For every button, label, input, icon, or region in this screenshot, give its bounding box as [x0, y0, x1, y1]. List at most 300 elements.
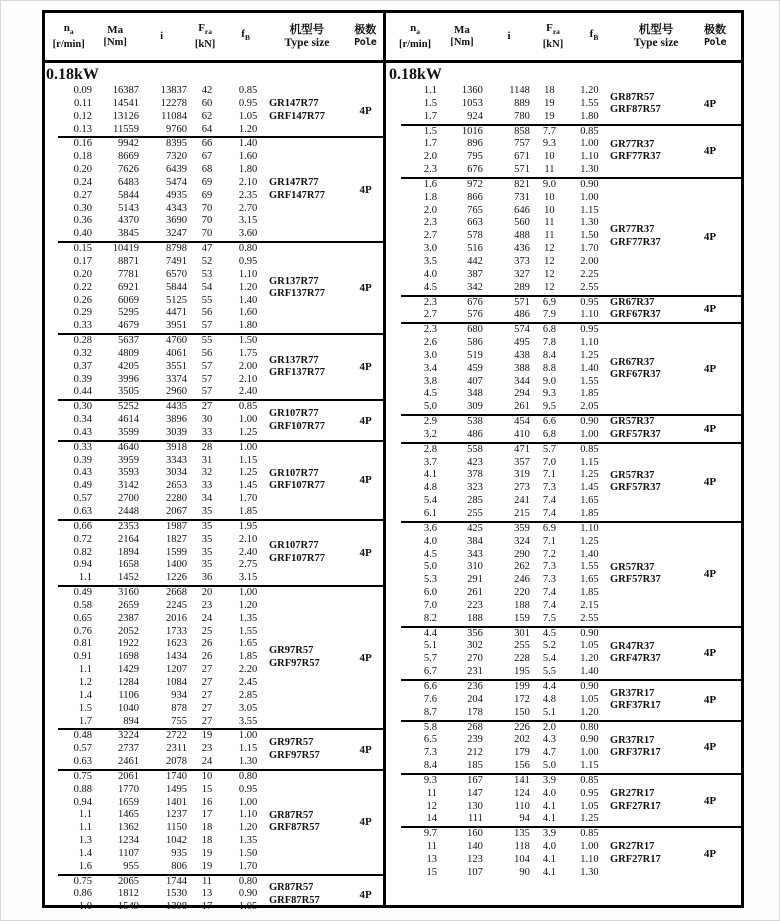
data-row: [386, 429, 610, 442]
i-value: 261: [514, 401, 530, 413]
i-value: 438: [514, 349, 530, 361]
ma-value: 1106: [118, 689, 139, 701]
fb-value: 0.90: [580, 416, 599, 428]
type-size-models: [610, 470, 692, 495]
na-value: 4.5: [423, 548, 437, 560]
fb-value: 1.55: [580, 375, 599, 387]
ma-value: 239: [467, 734, 483, 746]
ma-value: 1040: [118, 702, 139, 714]
i-value: 220: [514, 587, 530, 599]
na-value: 0.30: [73, 401, 92, 413]
i-value: 3690: [166, 215, 187, 227]
na-value: 0.20: [73, 164, 92, 176]
gear-ratio-block: [386, 297, 741, 323]
model-name: GRF67R37: [610, 309, 661, 321]
ma-value: 795: [467, 151, 483, 163]
pole-value: 4P: [359, 651, 372, 664]
ma-value: 285: [467, 495, 483, 507]
data-row: [386, 85, 610, 98]
block-rows: [386, 85, 610, 124]
na-value: 5.3: [423, 574, 437, 586]
fb-value: 1.85: [238, 506, 258, 517]
ma-value: 231: [467, 666, 483, 678]
fb-value: 1.50: [238, 847, 258, 859]
ma-value: 255: [467, 508, 483, 519]
model-name: GRF27R17: [610, 853, 661, 865]
model-name: GRF77R37: [610, 236, 661, 248]
ma-value: 1922: [118, 638, 139, 650]
fb-value: 1.95: [238, 520, 258, 532]
model-name: GRF137R77: [269, 367, 325, 379]
ma-value: 160: [467, 828, 483, 840]
fra-value: 27: [201, 689, 213, 701]
data-row: [45, 480, 269, 493]
fb-value: 2.45: [238, 676, 258, 688]
fra-value: 27: [201, 664, 213, 676]
i-value: 1495: [166, 783, 187, 795]
ma-value: 167: [467, 774, 483, 786]
fb-value: 1.00: [580, 138, 599, 150]
ma-value: 578: [467, 230, 483, 242]
fra-value: 3.9: [542, 774, 556, 786]
na-value: 5.7: [423, 653, 437, 665]
type-size-models: [610, 735, 692, 760]
table-left-half: [45, 13, 386, 913]
i-value: 327: [514, 268, 530, 280]
i-value: 571: [514, 164, 530, 176]
type-size-models: [610, 224, 692, 249]
fb-value: 1.75: [238, 347, 258, 359]
na-value: 0.43: [73, 467, 92, 479]
na-value: 0.63: [73, 506, 92, 517]
fra-value: 32: [201, 467, 213, 479]
data-row: [386, 205, 610, 218]
i-value: 780: [514, 110, 530, 122]
i-value: 90: [519, 866, 530, 878]
i-value: 135: [514, 828, 530, 840]
i-value: 202: [514, 734, 530, 746]
i-value: 3039: [166, 426, 187, 438]
data-row: [45, 506, 269, 519]
fb-value: 1.00: [238, 441, 258, 453]
data-row: [386, 376, 610, 389]
i-value: 159: [514, 612, 530, 624]
i-value: 3896: [166, 414, 187, 426]
fra-value: 2.0: [542, 721, 556, 733]
ma-value: 3160: [118, 587, 139, 599]
fra-value: 5.0: [542, 760, 556, 772]
ma-value: 2065: [118, 875, 139, 887]
fb-value: 1.80: [238, 164, 258, 176]
i-value: 878: [171, 702, 187, 714]
i-value: 7320: [166, 151, 187, 163]
data-row: [45, 401, 269, 414]
data-row: [45, 547, 269, 560]
model-name: GR27R17: [610, 788, 655, 800]
ma-value: 5252: [118, 401, 139, 413]
data-row: [386, 628, 610, 641]
type-size-models: [610, 788, 692, 813]
fb-value: 1.35: [238, 835, 258, 847]
fra-value: 5.5: [542, 666, 556, 678]
na-value: 3.6: [423, 522, 437, 534]
na-value: 5.8: [423, 721, 437, 733]
na-value: 0.65: [73, 612, 92, 624]
data-row: [386, 337, 610, 350]
col-header-ma: Ma [Nm]: [450, 24, 474, 48]
i-value: 1987: [166, 520, 187, 532]
ma-value: 7626: [118, 164, 139, 176]
na-value: 2.3: [423, 164, 437, 176]
data-row: [386, 217, 610, 230]
data-row: [45, 307, 269, 320]
na-value: 0.75: [73, 875, 92, 887]
ma-value: 1659: [118, 796, 139, 808]
pole-value: 4P: [359, 183, 372, 196]
model-name: GR107R77: [269, 467, 319, 479]
pole-value: 4P: [703, 303, 717, 316]
i-value: 821: [514, 178, 530, 190]
data-row: [386, 523, 610, 536]
data-row: [45, 756, 269, 769]
i-value: 1308: [166, 901, 187, 913]
fra-value: 34: [201, 493, 213, 505]
na-value: 4.8: [423, 482, 437, 494]
type-size-models: [269, 177, 348, 202]
i-value: 2245: [166, 599, 187, 611]
i-value: 7491: [166, 255, 187, 267]
i-value: 13837: [160, 85, 187, 96]
i-value: 436: [514, 243, 530, 255]
ma-value: 5844: [118, 189, 139, 201]
col-header-type-size: 机型号 Type size: [633, 24, 679, 49]
fb-value: 1.00: [580, 841, 599, 853]
fb-value: 1.55: [238, 625, 258, 637]
na-value: 1.7: [423, 138, 437, 150]
block-rows: [386, 444, 610, 521]
i-value: 273: [514, 482, 530, 494]
model-name: GR57R37: [610, 561, 655, 573]
i-value: 294: [514, 388, 530, 400]
ma-value: 955: [123, 860, 139, 872]
block-rows: [45, 521, 269, 585]
na-value: 0.49: [73, 480, 92, 492]
type-size-models: [610, 139, 692, 164]
fra-value: 9.0: [542, 178, 556, 190]
fra-value: 4.0: [542, 841, 556, 853]
model-name: GRF57R37: [610, 482, 661, 494]
ma-value: 680: [467, 324, 483, 336]
fb-value: 1.00: [580, 747, 599, 759]
fb-value: 2.40: [238, 386, 258, 398]
gear-ratio-block: [45, 442, 383, 519]
fra-value: 4.1: [542, 853, 556, 865]
i-value: 2016: [166, 612, 187, 624]
ma-value: 16387: [112, 85, 139, 96]
fb-value: 1.20: [238, 599, 258, 611]
ma-value: 14541: [112, 97, 139, 109]
i-value: 1623: [166, 638, 187, 650]
type-size-models: [269, 276, 348, 301]
na-value: 1.4: [78, 689, 92, 701]
data-row: [45, 374, 269, 387]
data-row: [45, 295, 269, 308]
i-value: 1827: [166, 533, 187, 545]
na-value: 1.1: [423, 85, 437, 96]
ma-value: 10419: [112, 243, 139, 255]
pole-value: 4P: [359, 361, 372, 374]
fra-value: 26: [201, 651, 213, 663]
data-row: [45, 151, 269, 164]
ma-value: 185: [467, 760, 483, 772]
ma-value: 6921: [118, 281, 139, 293]
type-size-models: [610, 641, 692, 666]
fra-value: 67: [201, 151, 213, 163]
na-value: 4.4: [423, 627, 437, 639]
na-value: 8.4: [423, 760, 437, 772]
data-row: [386, 457, 610, 470]
data-row: [45, 203, 269, 216]
gear-ratio-block: [386, 179, 741, 295]
i-value: 3918: [166, 441, 187, 453]
data-row: [45, 690, 269, 703]
na-value: 3.5: [423, 255, 437, 267]
fb-value: 0.85: [238, 85, 258, 96]
ma-value: 261: [467, 587, 483, 599]
i-value: 3951: [166, 320, 187, 332]
fb-value: 1.25: [580, 349, 599, 361]
fb-value: 3.55: [238, 715, 258, 727]
na-value: 6.5: [423, 734, 437, 746]
ma-value: 2737: [118, 743, 139, 755]
fra-value: 5.4: [542, 653, 556, 665]
i-value: 4471: [166, 307, 187, 319]
ma-value: 4614: [118, 414, 139, 426]
i-value: 1733: [166, 625, 187, 637]
data-row: [45, 848, 269, 861]
data-row: [45, 124, 269, 137]
ma-value: 8871: [118, 255, 139, 267]
fra-value: 9.3: [542, 388, 556, 400]
na-value: 3.4: [423, 362, 437, 374]
fra-value: 18: [201, 835, 213, 847]
na-value: 0.12: [73, 110, 92, 122]
gear-ratio-block: [386, 85, 741, 124]
fra-value: 62: [201, 110, 213, 122]
ma-value: 676: [467, 296, 483, 308]
i-value: 94: [519, 813, 530, 825]
ma-value: 356: [467, 627, 483, 639]
ma-value: 924: [467, 110, 483, 122]
type-size-models: [269, 98, 348, 123]
block-rows: [45, 138, 269, 241]
data-row: [386, 111, 610, 124]
na-value: 0.43: [73, 426, 92, 438]
fb-value: 2.05: [580, 401, 599, 413]
na-value: 6.7: [423, 666, 437, 678]
ma-value: 5637: [118, 335, 139, 347]
fra-value: 27: [201, 715, 213, 727]
data-row: [45, 455, 269, 468]
model-name: GRF147R77: [269, 110, 325, 122]
i-value: 571: [514, 296, 530, 308]
gear-ratio-block: [45, 876, 383, 915]
data-row: [386, 179, 610, 192]
fb-value: 1.65: [580, 495, 599, 507]
na-value: 1.7: [423, 110, 437, 122]
ma-value: 140: [467, 841, 483, 853]
i-value: 495: [514, 337, 530, 349]
model-name: GR57R37: [610, 469, 655, 481]
fb-value: 1.05: [580, 800, 599, 812]
na-value: 5.0: [423, 561, 437, 573]
fra-value: 12: [544, 255, 555, 267]
pole-value: 4P: [703, 647, 717, 660]
data-row: [386, 760, 610, 773]
fb-value: 3.05: [238, 702, 258, 714]
na-value: 0.28: [73, 335, 92, 347]
i-value: 262: [514, 561, 530, 573]
type-size-models: [610, 297, 692, 322]
col-header-na: $n_a$ [r/min]: [398, 21, 432, 50]
data-row: [386, 867, 610, 880]
table-right-half: [386, 13, 741, 905]
ma-value: 459: [467, 362, 483, 374]
i-value: 4435: [166, 401, 187, 413]
model-name: GR107R77: [269, 540, 319, 552]
i-value: 1740: [166, 770, 187, 782]
na-value: 0.81: [73, 638, 92, 650]
fb-value: 1.10: [580, 522, 599, 534]
fra-value: 57: [201, 320, 213, 332]
na-value: 4.5: [423, 388, 437, 400]
ma-value: 223: [467, 599, 483, 611]
i-value: 574: [514, 324, 530, 336]
data-row: [45, 835, 269, 848]
ma-value: 343: [467, 548, 483, 560]
fb-value: 0.90: [580, 627, 599, 639]
fb-value: 1.80: [238, 320, 258, 332]
fra-value: 5.1: [542, 706, 556, 718]
fb-value: 0.90: [580, 734, 599, 746]
ma-value: 586: [467, 337, 483, 349]
na-value: 2.0: [423, 151, 437, 163]
i-value: 5125: [166, 294, 187, 306]
ma-value: 5143: [118, 202, 139, 214]
i-value: 289: [514, 281, 530, 293]
fb-value: 1.05: [580, 640, 599, 652]
na-value: 0.13: [73, 123, 92, 135]
fra-value: 19: [544, 110, 555, 122]
data-row: [386, 707, 610, 720]
fra-value: 68: [201, 164, 213, 176]
data-row: [45, 888, 269, 901]
fra-value: 3.9: [542, 828, 556, 840]
fra-value: 69: [201, 189, 213, 201]
fra-value: 31: [201, 454, 213, 466]
na-value: 4.0: [423, 268, 437, 280]
data-row: [386, 841, 610, 854]
na-value: 11: [426, 787, 437, 799]
fb-value: 1.85: [238, 651, 258, 663]
col-header-i: i: [507, 30, 511, 43]
ma-value: 1016: [461, 125, 483, 137]
data-row: [386, 138, 610, 151]
na-value: 0.39: [73, 454, 92, 466]
fra-value: 64: [201, 123, 213, 135]
na-value: 0.39: [73, 373, 92, 385]
table-header-row: [386, 13, 741, 63]
model-name: GRF107R77: [269, 420, 325, 432]
fra-value: 54: [201, 281, 213, 293]
fb-value: 0.90: [580, 178, 599, 190]
fb-value: 1.20: [580, 653, 599, 665]
fb-value: 1.10: [580, 151, 599, 163]
fb-value: 1.00: [580, 191, 599, 203]
i-value: 290: [514, 548, 530, 560]
i-value: 156: [514, 760, 530, 772]
col-header-fra: $F_{ra}$ [kN]: [542, 21, 564, 50]
na-value: 5.1: [423, 640, 437, 652]
i-value: 12278: [160, 97, 187, 109]
i-value: 1084: [166, 676, 187, 688]
i-value: 228: [514, 653, 530, 665]
pole-value: 4P: [703, 568, 717, 581]
gear-ratio-block: [386, 775, 741, 826]
na-value: 3.0: [423, 243, 437, 255]
ma-value: 2461: [118, 756, 139, 768]
i-value: 1226: [166, 572, 187, 584]
na-value: 0.49: [73, 587, 92, 599]
i-value: 6570: [166, 268, 187, 280]
i-value: 11084: [161, 110, 187, 122]
data-row: [45, 467, 269, 480]
ma-value: 676: [467, 164, 483, 176]
fb-value: 1.00: [238, 730, 258, 742]
i-value: 5474: [166, 176, 187, 188]
fra-value: 57: [201, 386, 213, 398]
na-value: 5.4: [423, 495, 437, 507]
fra-value: 69: [201, 176, 213, 188]
ma-value: 3142: [118, 480, 139, 492]
na-value: 0.57: [73, 493, 92, 505]
gear-ratio-block: [386, 681, 741, 720]
data-row: [45, 521, 269, 534]
ma-value: 9942: [118, 138, 139, 150]
ma-value: 1698: [118, 651, 139, 663]
data-row: [386, 722, 610, 735]
ma-value: 270: [467, 653, 483, 665]
i-value: 858: [514, 125, 530, 137]
fra-value: 23: [201, 743, 213, 755]
fb-value: 2.00: [580, 255, 599, 267]
i-value: 2653: [166, 480, 187, 492]
fb-value: 2.00: [238, 360, 258, 372]
data-row: [45, 85, 269, 98]
i-value: 4343: [166, 202, 187, 214]
gear-ratio-block: [386, 416, 741, 442]
ma-value: 1770: [118, 783, 139, 795]
na-value: 0.26: [73, 294, 92, 306]
type-size-models: [269, 355, 348, 380]
model-name: GR137R77: [269, 275, 319, 287]
i-value: 373: [514, 255, 530, 267]
fb-value: 1.15: [238, 454, 258, 466]
na-value: 0.40: [73, 228, 92, 240]
power-section-label: 0.18kW: [389, 66, 442, 83]
pole-value: 4P: [703, 363, 717, 376]
na-value: 2.7: [423, 309, 437, 321]
